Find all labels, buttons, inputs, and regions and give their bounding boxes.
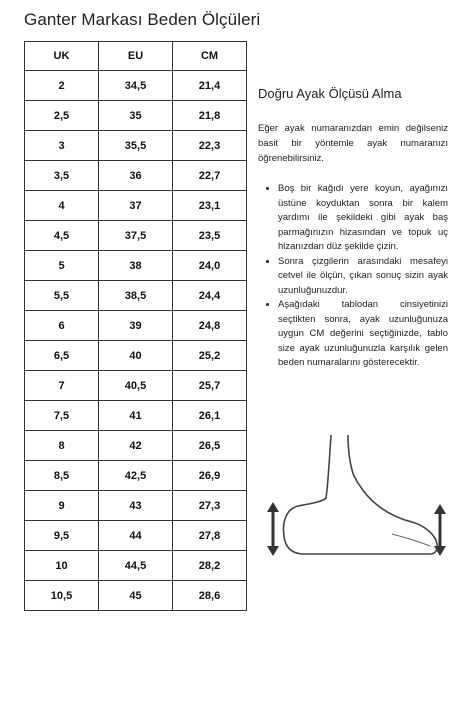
table-row	[25, 281, 247, 311]
cell-eu: 41	[99, 401, 173, 431]
cell-cm: 23,5	[173, 221, 247, 251]
cell-cm: 27,8	[173, 521, 247, 551]
guide-steps	[258, 182, 448, 371]
table-row	[25, 371, 247, 401]
cell-uk: 5,5	[25, 281, 99, 311]
table-row	[25, 431, 247, 461]
cell-eu: 35,5	[99, 131, 173, 161]
cell-uk: 8	[25, 431, 99, 461]
cell-cm: 24,0	[173, 251, 247, 281]
cell-uk: 2	[25, 71, 99, 101]
cell-cm: 22,3	[173, 131, 247, 161]
cell-cm: 25,7	[173, 371, 247, 401]
table-row	[25, 491, 247, 521]
cell-eu: 40	[99, 341, 173, 371]
page-title: Ganter Markası Beden Ölçüleri	[24, 10, 261, 29]
cell-uk: 3,5	[25, 161, 99, 191]
table-row	[25, 161, 247, 191]
table-row	[25, 401, 247, 431]
table-row	[25, 71, 247, 101]
table-row	[25, 311, 247, 341]
header-eu: EU	[99, 42, 173, 71]
cell-cm: 24,4	[173, 281, 247, 311]
table-row	[25, 191, 247, 221]
cell-eu: 39	[99, 311, 173, 341]
cell-uk: 5	[25, 251, 99, 281]
cell-eu: 42,5	[99, 461, 173, 491]
heel-line-arrow	[267, 502, 279, 556]
foot-measurement-icon	[262, 430, 448, 565]
cell-eu: 35	[99, 101, 173, 131]
cell-uk: 2,5	[25, 101, 99, 131]
size-table	[24, 41, 247, 611]
cell-uk: 3	[25, 131, 99, 161]
cell-uk: 4,5	[25, 221, 99, 251]
cell-cm: 26,5	[173, 431, 247, 461]
cell-cm: 25,2	[173, 341, 247, 371]
cell-cm: 28,2	[173, 551, 247, 581]
cell-uk: 6,5	[25, 341, 99, 371]
cell-eu: 38,5	[99, 281, 173, 311]
table-row	[25, 251, 247, 281]
cell-eu: 34,5	[99, 71, 173, 101]
cell-uk: 9,5	[25, 521, 99, 551]
table-row	[25, 101, 247, 131]
cell-eu: 43	[99, 491, 173, 521]
cell-uk: 8,5	[25, 461, 99, 491]
measure-guide	[258, 86, 448, 371]
header-cm: CM	[173, 42, 247, 71]
cell-uk: 6	[25, 311, 99, 341]
table-row	[25, 221, 247, 251]
guide-step: • Sonra çizgilerin arasındaki mesafeyi cetvel ile ölçün, çıkan sonuç sizin ayak uzunluğunuzdur.	[278, 255, 448, 299]
table-row	[25, 581, 247, 611]
cell-eu: 40,5	[99, 371, 173, 401]
cell-uk: 10,5	[25, 581, 99, 611]
cell-cm: 22,7	[173, 161, 247, 191]
cell-uk: 10	[25, 551, 99, 581]
cell-eu: 42	[99, 431, 173, 461]
cell-eu: 36	[99, 161, 173, 191]
cell-uk: 4	[25, 191, 99, 221]
toe-line-arrow	[434, 504, 446, 556]
cell-cm: 28,6	[173, 581, 247, 611]
cell-uk: 7,5	[25, 401, 99, 431]
cell-eu: 37,5	[99, 221, 173, 251]
cell-cm: 24,8	[173, 311, 247, 341]
cell-uk: 7	[25, 371, 99, 401]
cell-eu: 37	[99, 191, 173, 221]
cell-uk: 9	[25, 491, 99, 521]
cell-eu: 44	[99, 521, 173, 551]
table-row	[25, 551, 247, 581]
cell-cm: 23,1	[173, 191, 247, 221]
guide-step: • Aşağıdaki tablodan cinsiyetinizi seçtikten sonra, ayak uzunluğunuza uygun CM değerini seçtiğinizde, tablo size ayak uzunluğunuzla karşılık gelen beden numaralarını gösterecektir.	[278, 298, 448, 371]
cell-eu: 38	[99, 251, 173, 281]
guide-intro: Eğer ayak numaranızdan emin değilseniz basit bir yöntemle ayak numaranızı öğrenebilirsiniz.	[258, 123, 448, 164]
header-uk: UK	[25, 42, 99, 71]
table-row	[25, 521, 247, 551]
table-row	[25, 131, 247, 161]
guide-step: • Boş bir kağıdı yere koyun, ayağınızı üstüne koyduktan sonra bir kalem yardımı ile şekildeki gibi ayak baş parmağınızın hizasından ve topuk uç hizanızdan düz şekilde çizin.	[278, 182, 448, 255]
cell-eu: 44,5	[99, 551, 173, 581]
cell-cm: 21,8	[173, 101, 247, 131]
guide-title: Doğru Ayak Ölçüsü Alma	[258, 86, 402, 101]
cell-cm: 27,3	[173, 491, 247, 521]
table-row	[25, 341, 247, 371]
cell-cm: 26,9	[173, 461, 247, 491]
cell-eu: 45	[99, 581, 173, 611]
table-header-row	[25, 42, 247, 71]
cell-cm: 26,1	[173, 401, 247, 431]
cell-cm: 21,4	[173, 71, 247, 101]
table-row	[25, 461, 247, 491]
